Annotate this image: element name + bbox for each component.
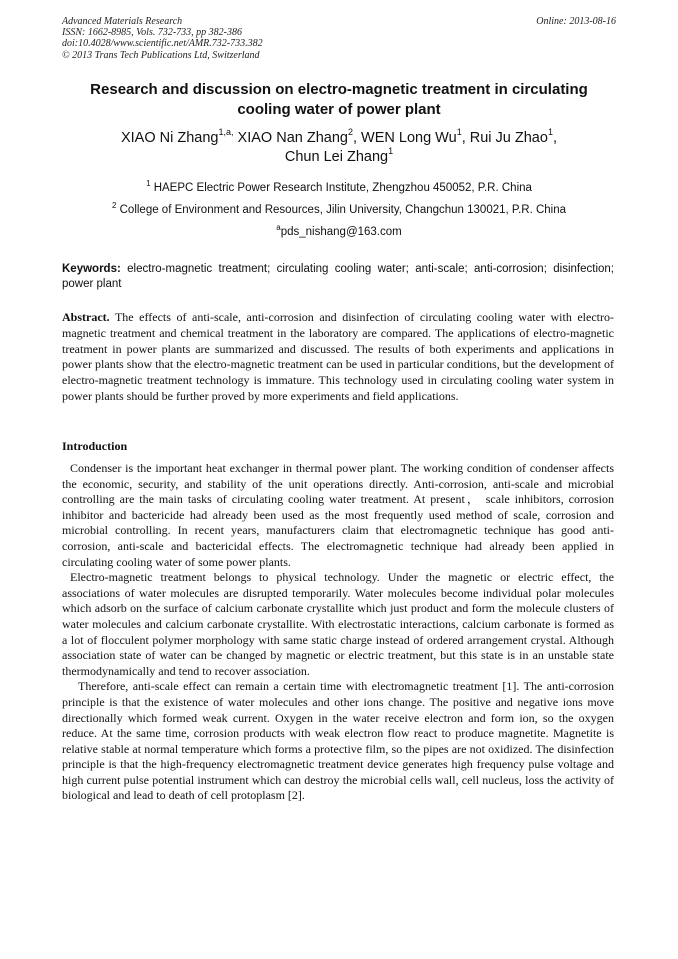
author-5-affil: 1 [388,146,394,156]
abstract-label: Abstract. [62,310,110,324]
contact-email [62,225,616,239]
author-2-affil: 2 [347,127,353,137]
affiliation-1-marker: 1 [146,179,151,188]
intro-paragraph-3: Therefore, anti-scale effect can remain a certain time with electromagnetic treatment [1]. The anti-corrosion principle is that the existence of water molecules and other ions change. The positive and negative ions move directionally which formed weak current. Oxygen in the water receive electron and form ion, so the oxygen reduce. At the same time, corrosion products with weak electron flow react to produce magnetite. Magnetite is relative stable at normal temperature which forms a protective film, so the pipes are not oxidized. The disinfection principle is that the high-frequency electromagnetic treatment device generates high frequency pulse voltage and high current pulse potential instrument which can destroy the microbial cells wall, cell nucleus, loss the activity of biological and lead to death of cell protoplasm [2]. [62,679,614,803]
title-line-2: cooling water of power plant [237,101,441,118]
affiliation-2 [62,203,616,217]
affiliation-2-text: College of Environment and Resources, Jilin University, Changchun 130021, P.R. China [116,204,567,216]
online-date: Online: 2013-08-16 [536,16,616,27]
intro-paragraph-1: Condenser is the important heat exchanger in thermal power plant. The working condition of condenser affects the economic, security, and stability of the unit operations directly. Anti-corrosion, anti-scale and microbial controlling are the main tasks of circulating cooling water treatment. At present， scale inhibitors, corrosion inhibitor and bactericide had already been used as the most frequently used method of scale, corrosion and microbial controlling. In recent years, manufacturers claim that electromagnetic technique has good anti-corrosion, anti-scale and bactericidal effects. The electromagnetic technique had already been applied in circulating cooling water of some power plants. [62,461,614,569]
author-2: XIAO Nan Zhang [233,130,348,146]
author-3-affil: 1 [456,127,462,137]
email-text: pds_nishang@163.com [280,226,402,238]
copyright-line: © 2013 Trans Tech Publications Ltd, Switzerland [62,49,260,61]
intro-paragraph-2: Electro-magnetic treatment belongs to physical technology. Under the magnetic or electric effect, the associations of water molecules are disrupted temporarily. Water molecules become individual polar molecules which adsorb on the surface of calcium carbonate crystallite which just product and form the molecule clusters of water molecules and calcium carbonate crystallite. With electrostatic interactions, calcium carbonate is formed as a lot of flocculent polymer morphology with same static charge instead of ordered arrangement crystal. Although association state of water can be changed by magnetic or electric treatment, but this state is in an unstable state thermodynamically and tend to recover association. [62,570,614,678]
author-line-1 [62,129,616,148]
journal-header [62,16,616,61]
author-4: , Rui Ju Zhao [461,130,548,146]
affiliation-1 [62,181,616,195]
author-1: XIAO Ni Zhang [120,130,219,146]
paper-title [62,80,616,120]
introduction-body [62,461,614,804]
introduction-heading: Introduction [62,439,128,453]
journal-name: Advanced Materials Research [62,16,183,27]
title-line-1: Research and discussion on electro-magnetic treatment in circulating [90,81,588,98]
keywords-label: Keywords: [62,263,121,275]
author-list [62,129,616,167]
author-line-end: , [552,130,557,146]
keywords-text: electro-magnetic treatment; circulating cooling water; anti-scale; anti-corrosion; disinfection; power plant [62,263,614,290]
author-5: Chun Lei Zhang [284,149,389,165]
abstract-text: The effects of anti-scale, anti-corrosion and disinfection of circulating cooling water with electro-magnetic treatment and chemical treatment in the laboratory are compared. The applications of electro-magnetic treatment in power plants are summarized and discussed. The results of both experiments and applications in power plants show that the electro-magnetic treatment can be used in particular conditions, but the development of electro-magnetic treatment technology is immature. This technology used in circulating cooling water system in power plants should be further proved by more experiments and field applications. [62,310,614,403]
affiliation-2-marker: 2 [111,201,117,210]
author-1-affil: 1,a, [218,127,234,137]
author-4-affil: 1 [547,127,553,137]
author-3: , WEN Long Wu [352,130,457,146]
author-line-2 [62,148,616,167]
affiliation-1-text: HAEPC Electric Power Research Institute, Zhengzhou 450052, P.R. China [150,182,532,194]
doi-line: doi:10.4028/www.scientific.net/AMR.732-733.382 [62,38,263,50]
email-marker: a [276,223,281,232]
abstract-block [62,310,614,405]
issn-line: ISSN: 1662-8985, Vols. 732-733, pp 382-386 [62,27,242,39]
keywords-block [62,262,614,291]
